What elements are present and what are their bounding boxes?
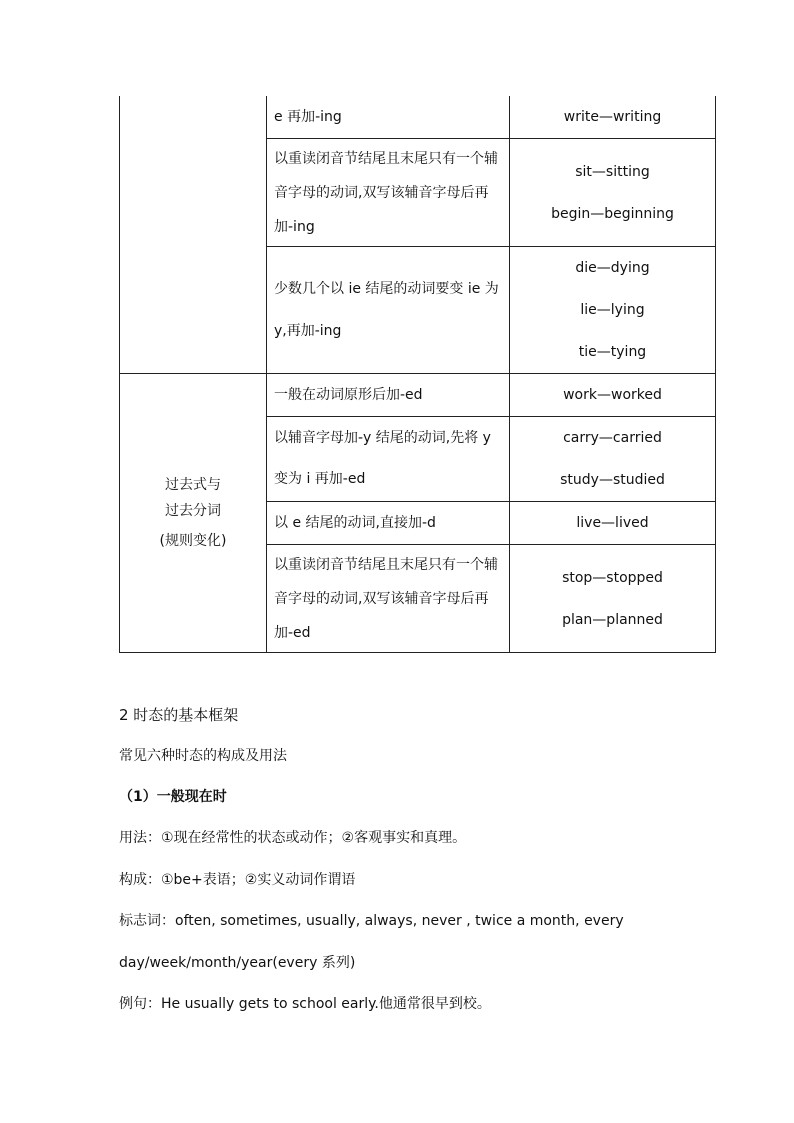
example-text: live—lived (576, 515, 649, 531)
verb-rules-table (119, 96, 716, 653)
example-text: write—writing (563, 109, 662, 125)
rule-cell: 以重读闭音节结尾且末尾只有一个辅音字母的动词,双写该辅音字母后再加-ing (267, 139, 510, 247)
example-text: sit—sitting (575, 163, 650, 180)
example-cell (510, 139, 716, 247)
category-text: (规则变化) (159, 533, 227, 549)
structure-text: 构成：①be+表语；②实义动词作谓语 (119, 872, 356, 888)
example-cell (510, 417, 716, 502)
example-cell (510, 247, 716, 374)
rule-cell: 以重读闭音节结尾且末尾只有一个辅音字母的动词,双写该辅音字母后再加-ed (267, 545, 510, 653)
example-cell (510, 96, 716, 139)
markers-text-line2: day/week/month/year(every 系列) (119, 955, 356, 971)
rule-cell: 以 e 结尾的动词,直接加-d (267, 502, 510, 545)
example-cell (510, 545, 716, 653)
section-heading: 2 时态的基本框架 (119, 706, 239, 724)
category-cell-ing (120, 96, 267, 374)
rule-cell: 一般在动词原形后加-ed (267, 374, 510, 417)
example-text: die—dying (575, 260, 650, 276)
table-row (120, 96, 716, 139)
category-text: 过去式与 (165, 477, 221, 493)
tense-title: （1）一般现在时 (119, 789, 227, 805)
example-text: begin—beginning (551, 205, 674, 222)
example-text: study—studied (560, 472, 665, 488)
usage-text: 用法：①现在经常性的状态或动作；②客观事实和真理。 (119, 830, 467, 846)
example-text: stop—stopped (562, 569, 663, 586)
example-text: carry—carried (563, 430, 662, 446)
rule-cell: e 再加-ing (267, 96, 510, 139)
example-text: lie—lying (580, 302, 645, 318)
example-sentence: 例句：He usually gets to school early.他通常很早到校。 (119, 996, 491, 1012)
example-text: tie—tying (578, 344, 647, 360)
example-text: work—worked (563, 387, 662, 403)
section-subheading: 常见六种时态的构成及用法 (119, 748, 287, 764)
example-cell (510, 502, 716, 545)
table-row (120, 374, 716, 417)
rule-cell: 少数几个以 ie 结尾的动词要变 ie 为 y,再加-ing (267, 247, 510, 374)
markers-text-line1: 标志词：often, sometimes, usually, always, never , twice a month, every (119, 913, 624, 929)
rule-cell: 以辅音字母加-y 结尾的动词,先将 y 变为 i 再加-ed (267, 417, 510, 502)
category-cell-past (120, 374, 267, 653)
example-cell (510, 374, 716, 417)
example-text: plan—planned (562, 611, 663, 628)
category-text: 过去分词 (165, 503, 221, 519)
